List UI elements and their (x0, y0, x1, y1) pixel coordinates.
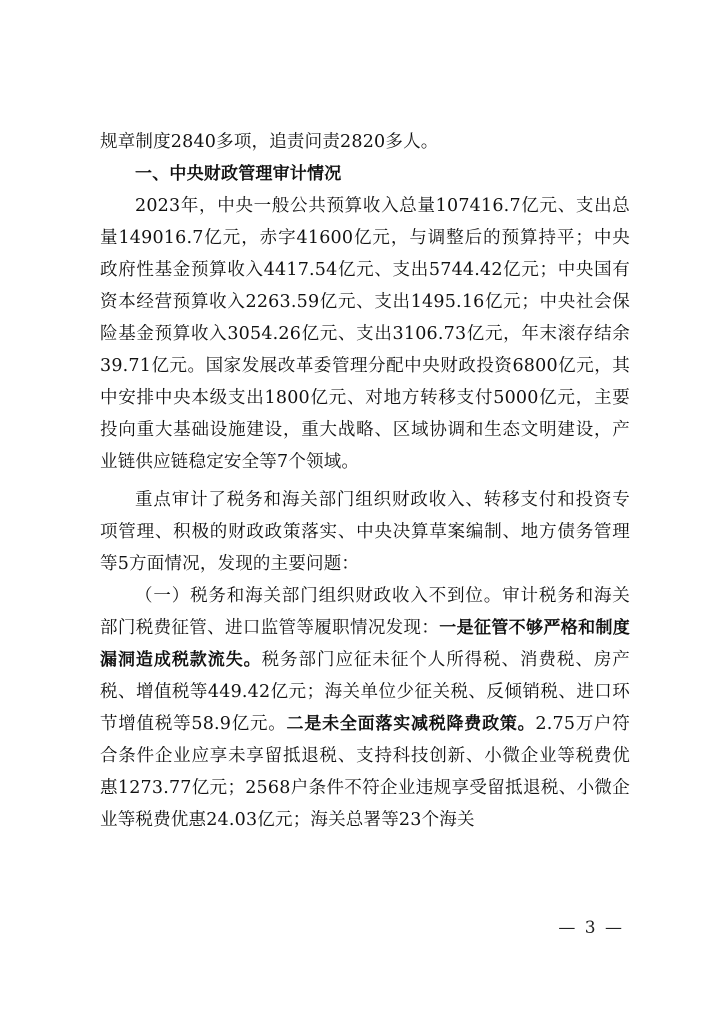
paragraph-audit-scope: 重点审计了税务和海关部门组织财政收入、转移支付和投资专项管理、积极的财政政策落实、中央决算草案编制、地方债务管理等5方面情况，发现的主要问题： (100, 490, 630, 574)
emphasis-point-one: 一是征管不够严格和制度漏洞造成税款流失。 (100, 618, 630, 670)
paragraph-text: 2.75万户符合条件企业应享未享留抵退税、支持科技创新、小微企业等税费优惠1273.77亿元；2568户条件不符企业违规享受留抵退税、小微企业等税费优惠24.03亿元；海关总署等23个海关 (100, 714, 630, 830)
paragraph-text: 审计税务和海关部门税费征管、进口监管等履职情况发现： (100, 586, 631, 638)
section-heading: 一、中央财政管理审计情况 (135, 164, 342, 184)
page-number: — 3 — (558, 918, 624, 938)
paragraph-central-finance: 2023年，中央一般公共预算收入总量107416.7亿元、支出总量149016.7亿元，赤字41600亿元，与调整后的预算持平；中央政府性基金预算收入4417.54亿元、支出5744.42亿元；中央国有资本经营预算收入2263.59亿元、支出1495.16亿元；中央社会保险基金预算收入3054.26亿元、支出3106.73亿元，年末滚存结余39.71亿元。国家发展改革委管理分配中央财政投资6800亿元，其中安排中央本级支出1800亿元、对地方转移支付5000亿元，主要投向重大基础设施建设，重大战略、区域协调和生态文明建设，产业链供应链稳定安全等7个领域。 (100, 196, 630, 472)
paragraph-tax-customs (100, 580, 630, 836)
emphasis-point-two: 二是未全面落实减税降费政策。 (286, 714, 536, 734)
document-body (100, 126, 630, 836)
sub-heading: （一）税务和海关部门组织财政收入不到位。 (135, 586, 503, 606)
paragraph-text: 税务部门应征未征个人所得税、消费税、房产税、增值税等449.42亿元；海关单位少征关税、反倾销税、进口环节增值税等58.9亿元。 (100, 650, 631, 734)
paragraph-continuation: 规章制度2840多项，追责问责2820多人。 (100, 132, 439, 152)
